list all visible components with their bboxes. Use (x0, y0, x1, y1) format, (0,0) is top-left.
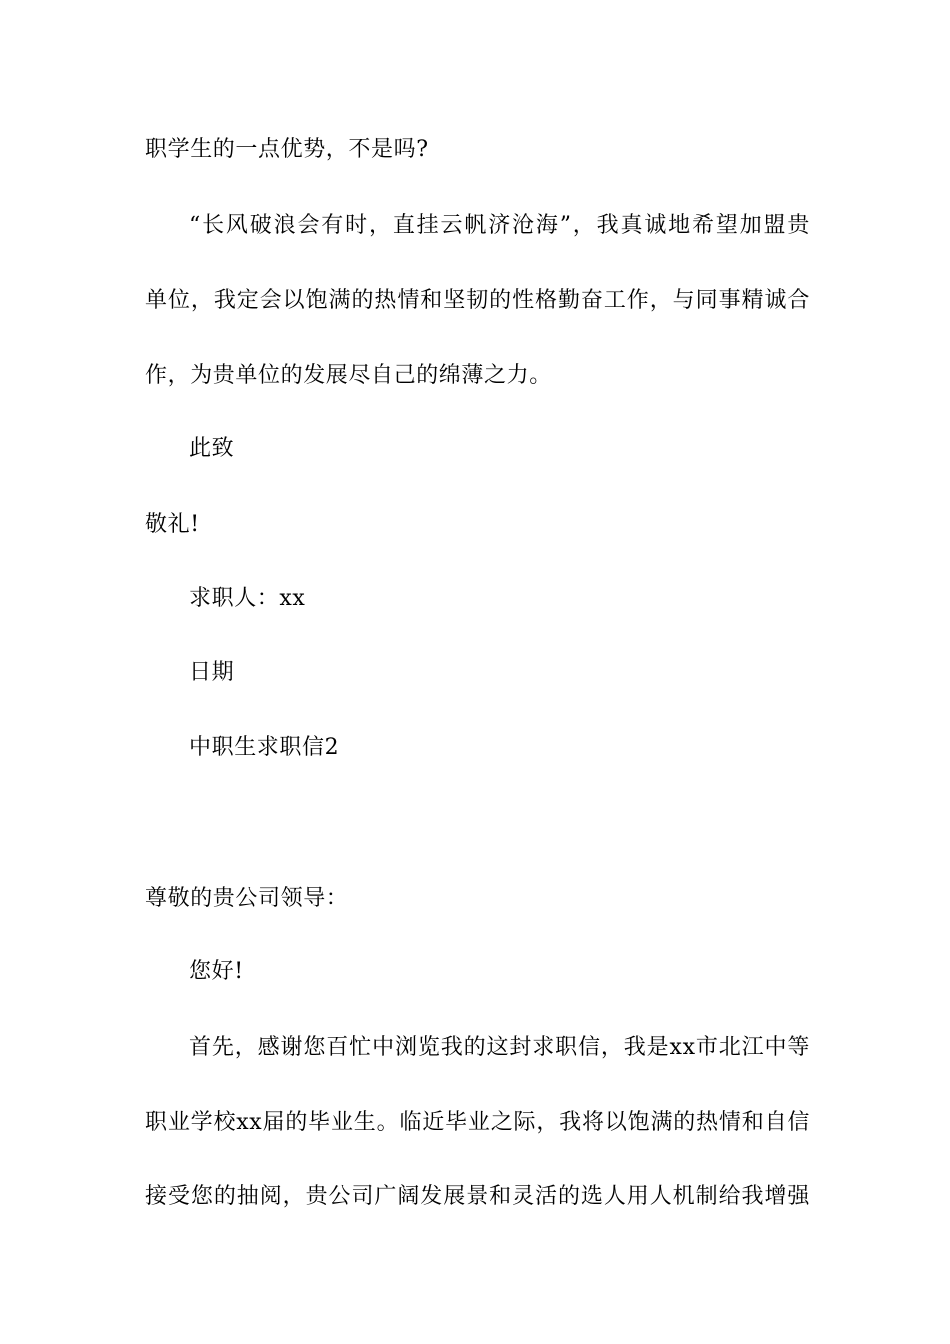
greeting-line: 尊敬的贵公司领导： (145, 886, 349, 911)
paragraph-line: 接受您的抽阅，贵公司广阔发展景和灵活的选人用人机制给我增强 (145, 1184, 810, 1209)
closing-salutation: 此致 (189, 436, 235, 461)
paragraph-line: 职业学校xx届的毕业生。临近毕业之际，我将以饱满的热情和自信 (145, 1110, 810, 1135)
paragraph-line: 首先，感谢您百忙中浏览我的这封求职信，我是xx市北江中等 (189, 1035, 810, 1060)
paragraph-line: “长风破浪会有时，直挂云帆济沧海”，我真诚地希望加盟贵 (189, 213, 810, 238)
applicant-signature: 求职人：xx (189, 586, 306, 611)
date-line: 日期 (189, 660, 235, 685)
paragraph-line: 单位，我定会以饱满的热情和坚韧的性格勤奋工作，与同事精诚合 (145, 288, 810, 313)
paragraph-line: 作，为贵单位的发展尽自己的绵薄之力。 (145, 363, 552, 388)
paragraph-line: 职学生的一点优势，不是吗? (145, 137, 429, 162)
closing-regards: 敬礼! (145, 512, 200, 537)
greeting-hello: 您好! (189, 959, 244, 984)
letter-title: 中职生求职信2 (189, 735, 340, 760)
